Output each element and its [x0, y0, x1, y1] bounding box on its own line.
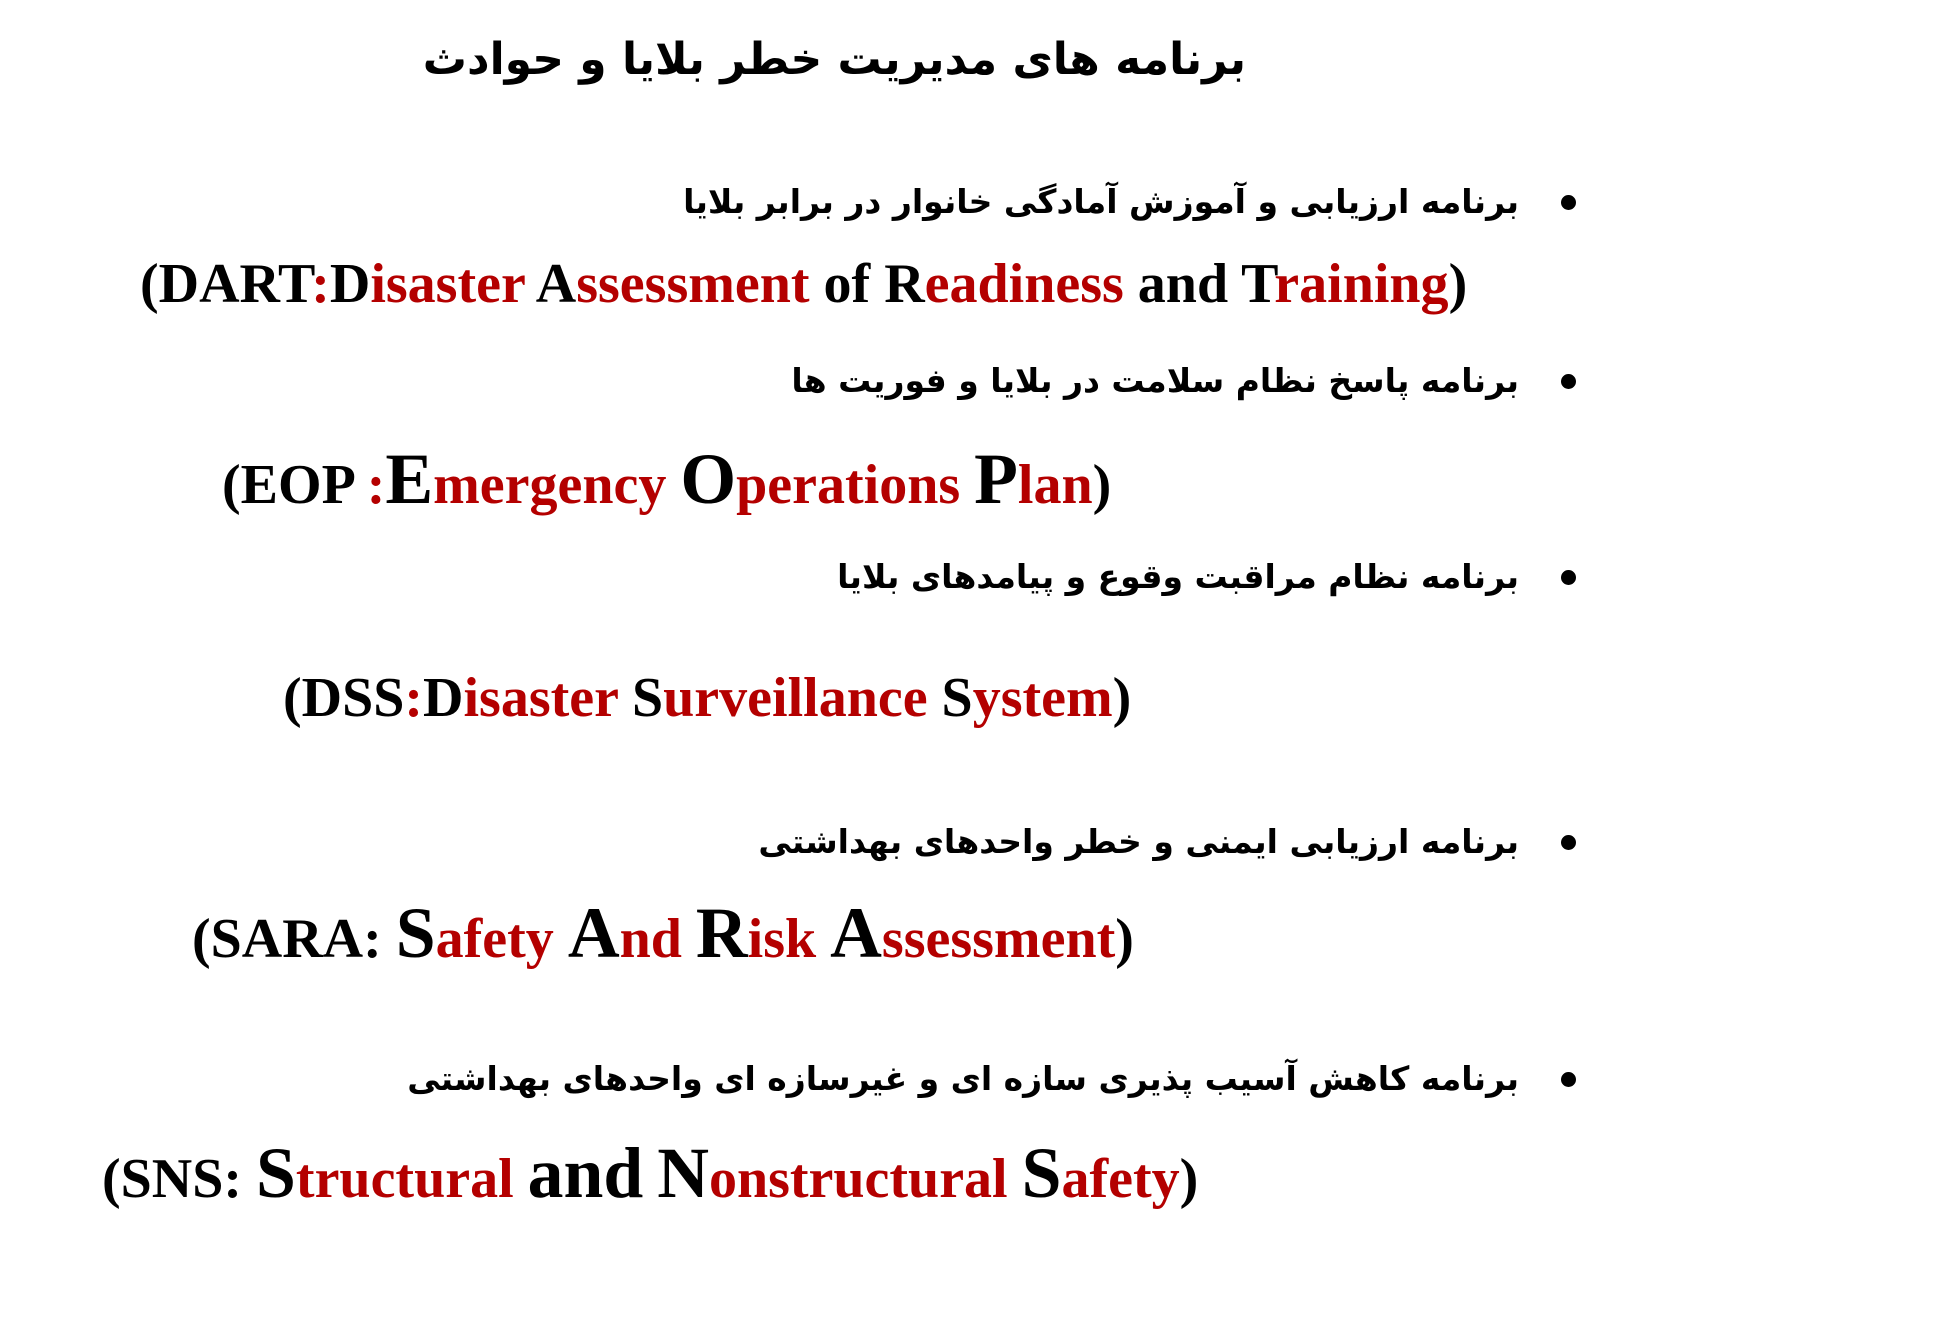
bullet-item-dart [683, 178, 1576, 226]
bullet-text: برنامه ارزیابی و آموزش آمادگی خانوار در برابر بلایا [683, 182, 1519, 221]
acronym-code: SARA [210, 908, 364, 970]
word-initial: O [680, 439, 737, 519]
word-rest: isaster [463, 667, 618, 729]
open-paren: ( [140, 253, 159, 315]
word-rest: ssessment [881, 908, 1116, 970]
word-rest: mergency [433, 454, 667, 516]
bullet-item-sara [758, 818, 1576, 866]
bullet-dot-icon [1561, 835, 1576, 850]
acronym-sara [192, 894, 1134, 973]
word-initial: A [830, 893, 882, 973]
word-rest: tructural [295, 1148, 514, 1210]
acronym-code: DART [158, 253, 312, 315]
close-paren: ) [1448, 253, 1468, 315]
acronym-separator: : [311, 253, 330, 315]
acronym-sns [102, 1134, 1198, 1213]
word-rest: ssessment [576, 253, 810, 315]
word-initial: S [256, 1133, 296, 1213]
bullet-item-sns [407, 1055, 1576, 1103]
word-rest: onstructural [708, 1148, 1008, 1210]
bullet-dot-icon [1561, 195, 1576, 210]
word-initial: S [395, 893, 436, 973]
open-paren: ( [102, 1148, 121, 1210]
acronym-eop [222, 440, 1111, 519]
bullet-item-dss [837, 553, 1576, 601]
word-initial: A [535, 253, 577, 315]
close-paren: ) [1115, 908, 1134, 970]
open-paren: ( [192, 908, 211, 970]
word-rest: perations [736, 454, 961, 516]
word-rest: raining [1274, 253, 1449, 315]
word-rest: afety [435, 908, 554, 970]
bullet-dot-icon [1561, 1072, 1576, 1087]
word-initial: A [567, 893, 620, 973]
word-plain: of [823, 253, 871, 315]
acronym-code: SNS [120, 1148, 224, 1210]
word-rest: lan [1017, 454, 1093, 516]
word-rest: eadiness [924, 253, 1124, 315]
word-rest: isk [747, 908, 817, 970]
word-initial: E [385, 439, 434, 519]
word-plain: and [1137, 253, 1229, 315]
acronym-code: EOP [240, 454, 367, 516]
word-rest: isaster [370, 253, 525, 315]
word-initial: R [884, 253, 925, 315]
word-initial: D [329, 253, 371, 315]
acronym-separator: : [404, 667, 424, 729]
bullet-dot-icon [1561, 570, 1576, 585]
close-paren: ) [1179, 1148, 1199, 1210]
word-rest: urveillance [663, 667, 928, 729]
word-rest: nd [619, 908, 682, 970]
bullet-text: برنامه کاهش آسیب پذیری سازه ای و غیرسازه ای واحدهای بهداشتی [407, 1059, 1519, 1098]
word-rest: afety [1061, 1148, 1180, 1210]
bullet-item-eop [791, 357, 1576, 405]
acronym-dss [283, 668, 1131, 730]
word-initial: R [695, 893, 748, 973]
word-initial: S [1021, 1133, 1062, 1213]
bullet-text: برنامه ارزیابی ایمنی و خطر واحدهای بهداشتی [758, 822, 1519, 861]
acronym-separator: : [363, 908, 396, 970]
word-initial: S [941, 667, 973, 729]
open-paren: ( [283, 667, 302, 729]
word-plain: and [527, 1133, 644, 1213]
word-rest: ystem [972, 667, 1113, 729]
close-paren: ) [1092, 454, 1112, 516]
word-initial: D [423, 667, 464, 729]
acronym-dart [140, 254, 1467, 316]
bullet-text: برنامه پاسخ نظام سلامت در بلایا و فوریت ها [791, 361, 1519, 400]
word-initial: S [632, 667, 664, 729]
word-initial: T [1241, 253, 1275, 315]
close-paren: ) [1112, 667, 1132, 729]
open-paren: ( [222, 454, 241, 516]
acronym-separator: : [223, 1148, 257, 1210]
word-initial: N [657, 1133, 709, 1213]
acronym-separator: : [366, 454, 386, 516]
word-initial: P [974, 439, 1018, 519]
bullet-dot-icon [1561, 374, 1576, 389]
acronym-code: DSS [301, 667, 405, 729]
page-title: برنامه های مدیریت خطر بلایا و حوادث [422, 34, 1246, 85]
bullet-text: برنامه نظام مراقبت وقوع و پیامدهای بلایا [837, 557, 1519, 596]
